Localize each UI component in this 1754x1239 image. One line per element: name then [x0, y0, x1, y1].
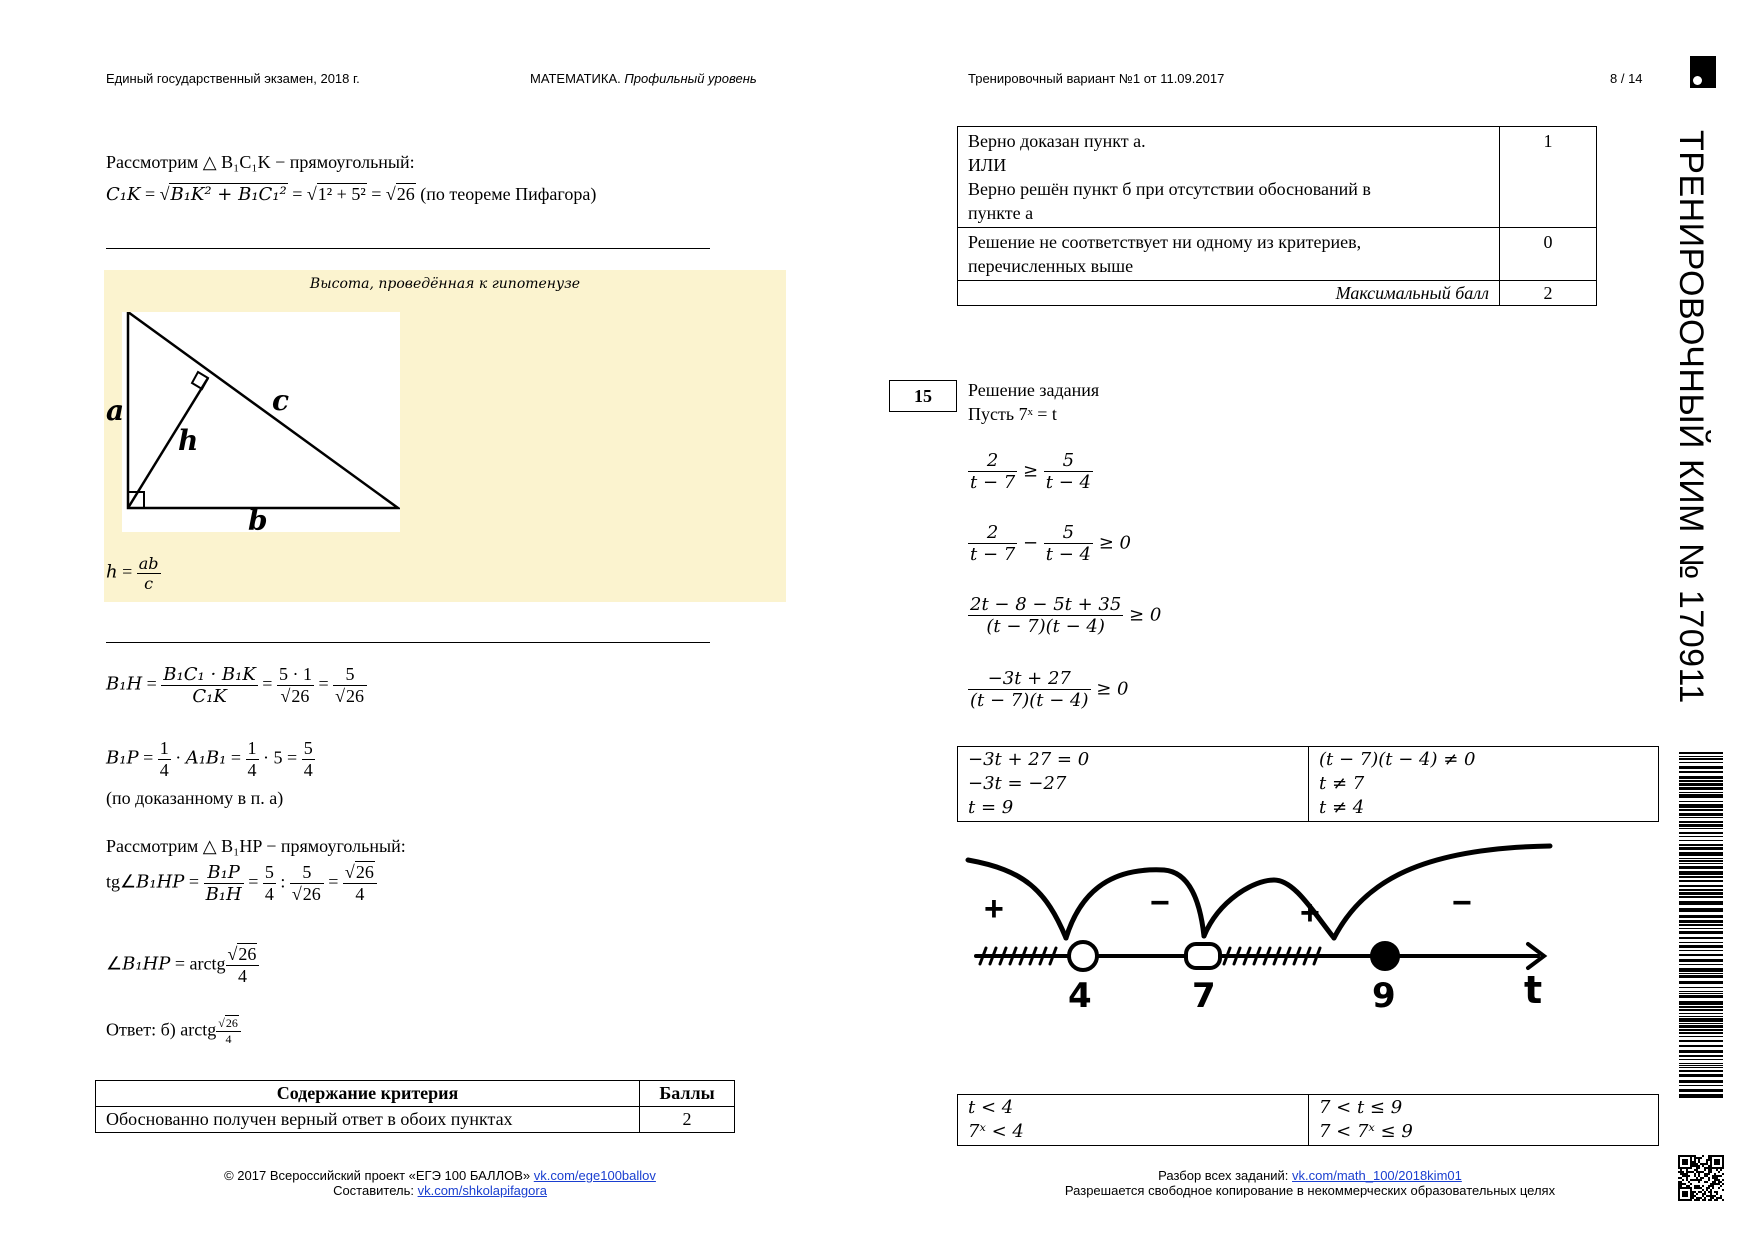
label-c: c: [272, 384, 290, 417]
answer-line: Ответ: б) arctg $\frac{√26}{4}$: [106, 1016, 241, 1047]
footer-left: © 2017 Всероссийский проект «ЕГЭ 100 БАЛЛОВ» vk.com/ege100ballov Составитель: vk.com/shkolapifagora: [224, 1168, 656, 1198]
label-b: b: [248, 504, 268, 537]
criterion-points: 0: [1500, 228, 1597, 281]
axis-label-t: t: [1524, 968, 1543, 1012]
proven-note: (по доказанному в п. а): [106, 788, 284, 808]
footer-link-author[interactable]: vk.com/shkolapifagora: [417, 1183, 547, 1198]
points-header: Баллы: [640, 1081, 735, 1107]
altitude-formula: h = $\frac{ab}{c}$: [106, 554, 159, 593]
pythagoras-note: (по теореме Пифагора): [420, 184, 597, 204]
divider: [106, 248, 710, 249]
formula-angle: ∠B₁HP = arctg $\frac{√26}{4}$: [106, 944, 259, 987]
numerator-solution: −3t + 27 = 0 −3t = −27 t = 9: [958, 747, 1309, 822]
result-table: [957, 1094, 1659, 1146]
formula-tangent: tg∠B₁HP = $\frac{\text{B₁P}}{\text{B₁H}}$ = $\frac{5}{4}$ : $\frac{5}{√26}$ = $\frac{√26}{4}$: [106, 862, 377, 905]
point-label-7: 7: [1192, 976, 1216, 1016]
denominator-conditions: (t − 7)(t − 4) ≠ 0 t ≠ 7 t ≠ 4: [1309, 747, 1659, 822]
filled-point-9: [1371, 942, 1399, 970]
point-label-9: 9: [1372, 976, 1396, 1016]
table-row: [958, 228, 1597, 281]
footer-link-project[interactable]: vk.com/ege100ballov: [533, 1168, 656, 1183]
altitude-insert: [104, 270, 786, 602]
max-label: Максимальный балл: [958, 281, 1500, 306]
max-points: 2: [1500, 281, 1597, 306]
open-point-7: [1186, 944, 1220, 968]
barcode-icon: [1679, 752, 1723, 1100]
insert-title: Высота, проведённая к гипотенузе: [309, 276, 581, 292]
table-row: [958, 127, 1597, 228]
formula-b1h: B₁H = $\frac{\text{B₁C₁ · B₁K}}{\text{C₁K}}$ = $\frac{5 \cdot 1}{√26}$ = $\frac{5}{√26}$: [106, 664, 367, 707]
point-label-4: 4: [1068, 976, 1092, 1016]
sign-plus: +: [1300, 894, 1320, 932]
criterion-points: 1: [1500, 127, 1597, 228]
inequality-step-3: $\frac{2t - 8 - 5t + 35}{(t - 7)(t - 4)}$ ≥ 0: [970, 594, 1162, 637]
header-variant: Тренировочный вариант №1 от 11.09.2017: [968, 71, 1225, 86]
table-row: [96, 1107, 735, 1133]
pythagoras-formula: C₁K = √B₁K² + B₁C₁² = √1² + 5² = √26 (по теореме Пифагора): [106, 184, 597, 205]
header-subject: МАТЕМАТИКА. Профильный уровень: [530, 71, 757, 86]
consider-triangle-1: Рассмотрим △ B₁C₁K − прямоугольный:: [106, 152, 415, 172]
page-number: 8 / 14: [1610, 71, 1643, 86]
inequality-step-1: $\frac{2}{t - 7}$ ≥ $\frac{5}{t - 4}$: [970, 450, 1091, 493]
result-interval-2: 7 < t ≤ 9 7 < 7ˣ ≤ 9: [1309, 1095, 1659, 1146]
qr-code-icon: [1678, 1155, 1724, 1201]
label-h: h: [178, 424, 199, 457]
task-number-box: 15: [889, 380, 957, 412]
criterion-text: Решение не соответствует ни одному из критериев, перечисленных выше: [958, 228, 1500, 281]
triangle-figure: [106, 312, 400, 537]
sign-minus: −: [1452, 884, 1472, 922]
inequality-step-2: $\frac{2}{t - 7}$ − $\frac{5}{t - 4}$ ≥ 0: [970, 522, 1131, 565]
open-point-4: [1069, 942, 1097, 970]
divider: [106, 642, 710, 643]
label-a: a: [106, 394, 125, 427]
criteria-table-left: [95, 1080, 735, 1133]
criteria-header: Содержание критерия: [96, 1081, 640, 1107]
result-interval-1: t < 4 7ˣ < 4: [958, 1095, 1309, 1146]
footer-right: Разбор всех заданий: vk.com/math_100/2018kim01 Разрешается свободное копирование в некоммерческих образовательных целях: [960, 1168, 1660, 1198]
formula-b1p: B₁P = $\frac{1}{4}$ · A₁B₁ = $\frac{1}{4}$ · 5 = $\frac{5}{4}$: [106, 738, 313, 780]
sign-plus: +: [984, 890, 1004, 928]
criterion-text: Обоснованно получен верный ответ в обоих пунктах: [96, 1107, 640, 1133]
solution-title: Решение задания: [968, 380, 1100, 400]
equation-table: [957, 746, 1659, 822]
number-line: [964, 840, 1564, 1020]
vertical-title: ТРЕНИРОВОЧНЫЙ КИМ № 170911: [1672, 130, 1710, 704]
consider-triangle-2: Рассмотрим △ B₁HP − прямоугольный:: [106, 836, 406, 856]
inequality-step-4: $\frac{-3t + 27}{(t - 7)(t - 4)}$ ≥ 0: [970, 668, 1129, 711]
criterion-points: 2: [640, 1107, 735, 1133]
triangle-drawing: [122, 312, 400, 532]
header-exam: Единый государственный экзамен, 2018 г.: [106, 71, 360, 86]
corner-mark-icon: [1690, 56, 1716, 88]
substitution: Пусть 7ˣ = t: [968, 404, 1057, 424]
footer-link-solutions[interactable]: vk.com/math_100/2018kim01: [1292, 1168, 1462, 1183]
criterion-text: Верно доказан пункт а. ИЛИ Верно решён пункт б при отсутствии обоснований в пункте а: [958, 127, 1500, 228]
table-row: [958, 281, 1597, 306]
criteria-table-right: [957, 126, 1597, 306]
footer-copyright: Разрешается свободное копирование в некоммерческих образовательных целях: [1064, 1183, 1556, 1198]
number-line-drawing: [964, 840, 1564, 1020]
sign-minus: −: [1150, 884, 1170, 922]
